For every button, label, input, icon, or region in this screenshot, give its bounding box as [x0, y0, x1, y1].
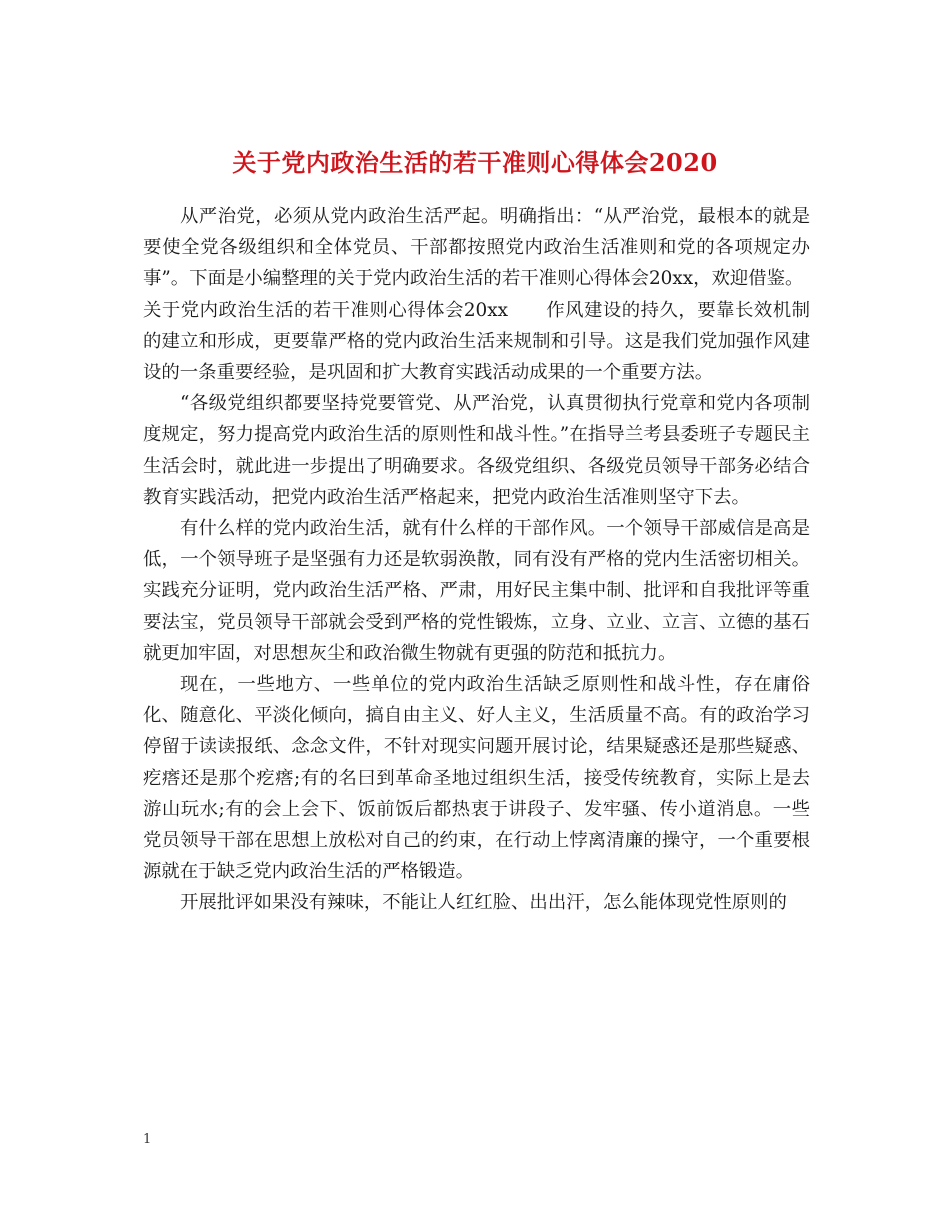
paragraph-style-building: 关于党内政治生活的若干准则心得体会20xx 作风建设的持久，要靠长效机制的建立和形成，更要靠严格的党内政治生活来规制和引导。这是我们党加强作风建设的一条重要经验，是巩固和扩大教育实践活动成果的一个重要方法。 — [143, 299, 810, 384]
page-number: 1 — [143, 1132, 152, 1147]
document-body — [143, 201, 810, 919]
document-title: 关于党内政治生活的若干准则心得体会2020 — [232, 148, 718, 178]
paragraph-party-requirements: “各级党组织都要坚持党要管党、从严治党，认真贯彻执行党章和党内各项制度规定，努力提高党内政治生活的原则性和战斗性。”在指导兰考县委班子专题民主生活会时，就此进一步提出了明确要求。各级党组织、各级党员领导干部务必结合教育实践活动，把党内政治生活严格起来，把党内政治生活准则坚守下去。 — [143, 393, 810, 508]
paragraph-current-problems: 现在，一些地方、一些单位的党内政治生活缺乏原则性和战斗性，存在庸俗化、随意化、平淡化倾向，搞自由主义、好人主义，生活质量不高。有的政治学习停留于读读报纸、念念文件，不针对现实问题开展讨论，结果疑惑还是那些疑惑、疙瘩还是那个疙瘩;有的名曰到革命圣地过组织生活，接受传统教育，实际上是去游山玩水;有的会上会下、饭前饭后都热衷于讲段子、发牢骚、传小道消息。一些党员领导干部在思想上放松对自己的约束，在行动上悖离清廉的操守，一个重要根源就在于缺乏党内政治生活的严格锻造。 — [143, 674, 810, 883]
paragraph-cadre-style: 有什么样的党内政治生活，就有什么样的干部作风。一个领导干部威信是高是低，一个领导班子是坚强有力还是软弱涣散，同有没有严格的党内生活密切相关。实践充分证明，党内政治生活严格、严肃，用好民主集中制、批评和自我批评等重要法宝，党员领导干部就会受到严格的党性锻炼，立身、立业、立言、立德的基石就更加牢固，对思想灰尘和政治微生物就有更强的防范和抵抗力。 — [143, 518, 810, 664]
paragraph-criticism: 开展批评如果没有辣味，不能让人红红脸、出出汗，怎么能体现党性原则的 — [180, 892, 787, 914]
paragraph-intro: 从严治党，必须从党内政治生活严起。明确指出：“从严治党，最根本的就是要使全党各级组织和全体党员、干部都按照党内政治生活准则和党的各项规定办事”。下面是小编整理的关于党内政治生活的若干准则心得体会20xx，欢迎借鉴。 — [143, 206, 810, 290]
